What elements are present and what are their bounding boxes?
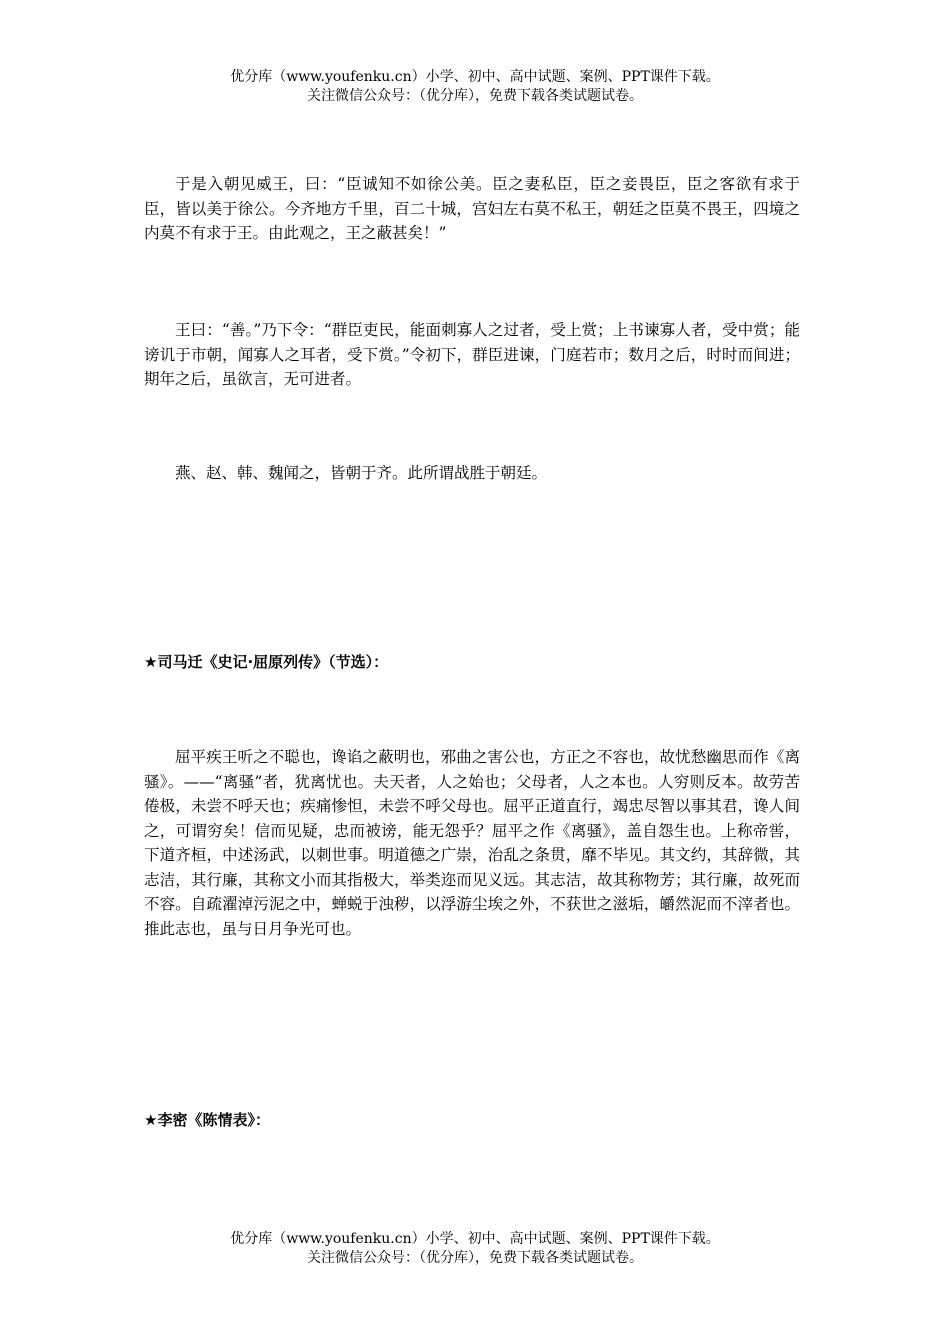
page-header: [0, 68, 950, 106]
footer-line-1: 优分库（www.youfenku.cn）小学、初中、高中试题、案例、PPT课件下载。: [230, 1231, 720, 1247]
paragraph-zouji-to-king: 于是入朝见威王，曰：“臣诚知不如徐公美。臣之妻私臣，臣之妾畏臣，臣之客欲有求于臣，皆以美于徐公。今齐地方千里，百二十城，宫妇左右莫不私王，朝廷之臣莫不畏王，四境之内莫不有求于王。由此观之，王之蔽甚矣！”: [144, 175, 800, 242]
paragraph-quyuan-biography: 屈平疾王听之不聪也，谗谄之蔽明也，邪曲之害公也，方正之不容也，故忧愁幽思而作《离骚》。——“离骚”者，犹离忧也。夫天者，人之始也；父母者，人之本也。人穷则反本。故劳苦倦极，未尝不呼天也；疾痛惨怛，未尝不呼父母也。屈平正道直行，竭忠尽智以事其君，谗人间之，可谓穷矣！信而见疑，忠而被谤，能无怨乎？屈平之作《离骚》，盖自怨生也。上称帝喾，下道齐桓，中述汤武，以刺世事。明道德之广崇，治乱之条贯，靡不毕见。其文约，其辞微，其志洁，其行廉，其称文小而其指极大，举类迩而见义远。其志洁，故其称物芳；其行廉，故死而不容。自疏濯淖污泥之中，蝉蜕于浊秽，以浮游尘埃之外，不获世之滋垢，皭然泥而不滓者也。推此志也，虽与日月争光可也。: [144, 748, 800, 938]
section-heading-quyuan: ★司马迁《史记·屈原列传》（节选）：: [144, 653, 389, 671]
header-line-2: 关注微信公众号：（优分库），免费下载各类试题试卷。: [307, 88, 643, 104]
paragraph-conclusion: 燕、赵、韩、魏闻之，皆朝于齐。此所谓战胜于朝廷。: [175, 464, 548, 482]
page-footer: [0, 1230, 950, 1268]
section-heading-chenqingbiao: ★李密《陈情表》：: [144, 1111, 270, 1129]
paragraph-king-decree: 王曰：“善。”乃下令：“群臣吏民，能面刺寡人之过者，受上赏；上书谏寡人者，受中赏；能谤讥于市朝，闻寡人之耳者，受下赏。”令初下，群臣进谏，门庭若市；数月之后，时时而间进；期年之后，虽欲言，无可进者。: [144, 321, 800, 388]
header-line-1: 优分库（www.youfenku.cn）小学、初中、高中试题、案例、PPT课件下载。: [230, 69, 720, 85]
footer-line-2: 关注微信公众号：（优分库），免费下载各类试题试卷。: [307, 1250, 643, 1266]
